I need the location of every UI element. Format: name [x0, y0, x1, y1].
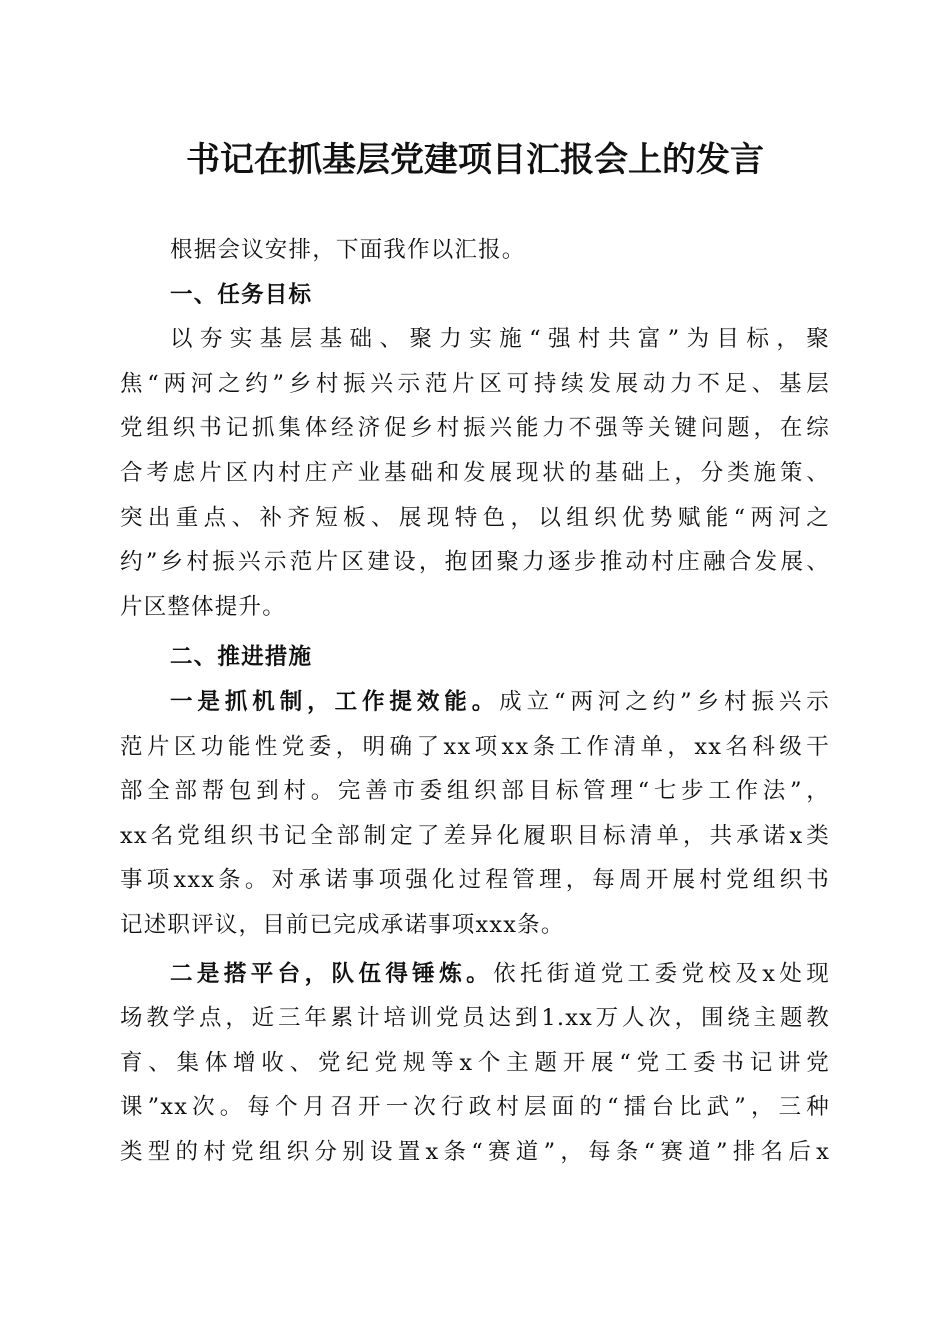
paragraph-line: 范片区功能性党委，明确了xx项xx条工作清单，xx名科级干 [120, 733, 830, 760]
paragraph-line: 部全部帮包到村。完善市委组织部目标管理“七步工作法”， [120, 778, 830, 805]
paragraph-first-rest: 依托街道党工委党校及x处现 [493, 960, 831, 987]
paragraph-line: 类型的村党组织分别设置x条“赛道”，每条“赛道”排名后x [120, 1138, 830, 1165]
paragraph-lead: 二是搭平台，队伍得锤炼。 [170, 960, 494, 987]
paragraph-line: 课”xx次。每个月召开一次行政村层面的“擂台比武”，三种 [120, 1094, 830, 1121]
paragraph-line: 党组织书记抓集体经济促乡村振兴能力不强等关键问题，在综 [120, 415, 830, 442]
paragraph-line: 合考虑片区内村庄产业基础和发展现状的基础上，分类施策、 [120, 459, 830, 486]
section-heading-1: 一、任务目标 [170, 281, 313, 308]
paragraph-first-line [120, 680, 830, 725]
paragraph-first-rest: 成立“两河之约”乡村振兴示 [499, 688, 831, 715]
document-title: 书记在抓基层党建项目汇报会上的发言 [186, 140, 764, 180]
document-body [120, 228, 830, 1174]
paragraph-line: 片区整体提升。 [120, 593, 286, 620]
section2-paragraph-1 [120, 680, 830, 948]
paragraph-first-line [120, 952, 830, 997]
intro-paragraph: 根据会议安排，下面我作以汇报。 [170, 237, 526, 263]
section1-paragraph [120, 317, 830, 629]
paragraph-line: 焦“两河之约”乡村振兴示范片区可持续发展动力不足、基层 [120, 370, 830, 397]
section-heading-2: 二、推进措施 [170, 644, 313, 671]
paragraph-line: 突出重点、补齐短板、展现特色，以组织优势赋能“两河之 [120, 504, 830, 531]
paragraph-line: 育、集体增收、党纪党规等x个主题开展“党工委书记讲党 [120, 1049, 830, 1076]
paragraph-line: 事项xxx条。对承诺事项强化过程管理，每周开展村党组织书 [120, 867, 830, 894]
paragraph-line: 以夯实基层基础、聚力实施“强村共富”为目标，聚 [170, 326, 830, 353]
paragraph-line: 记述职评议，目前已完成承诺事项xxx条。 [120, 911, 565, 938]
paragraph-line: 约”乡村振兴示范片区建设，抱团聚力逐步推动村庄融合发展、 [120, 549, 830, 576]
paragraph-line: 场教学点，近三年累计培训党员达到1.xx万人次，围绕主题教 [120, 1005, 830, 1032]
paragraph-lead: 一是抓机制，工作提效能。 [170, 688, 500, 715]
paragraph-line: xx名党组织书记全部制定了差异化履职目标清单，共承诺x类 [120, 822, 830, 849]
section2-paragraph-2 [120, 952, 830, 1175]
